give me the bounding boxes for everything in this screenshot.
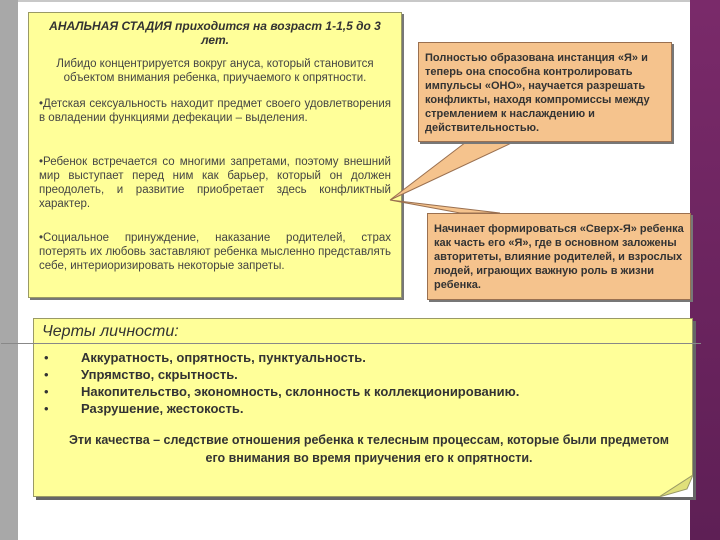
traits-conclusion: Эти качества – следствие отношения ребенка к телесным процессам, которые были предметом его внимания во время приучения его к опрятности.	[69, 433, 669, 465]
bullet-icon: •	[44, 384, 49, 399]
personality-traits-box	[33, 318, 693, 497]
list-item	[34, 400, 519, 417]
stage-paragraph-text: Детская сексуальность находит предмет своего удовлетворения в овладении функциями дефекации – выделения.	[39, 98, 391, 124]
page-curl-icon	[659, 475, 693, 497]
stage-paragraph-text: Ребенок встречается со многими запретами, поэтому внешний мир выступает перед ним как барьер, который он должен преодолеть, и развитие приобретает здесь конфликтный характер.	[39, 156, 391, 210]
list-item	[34, 366, 519, 383]
stage-paragraph-text: Социальное принуждение, наказание родителей, страх потерять их любовь заставляют ребенка мысленно представлять себе, интериоризировать некоторые запреты.	[39, 232, 391, 272]
traits-divider	[1, 343, 701, 344]
trait-text: Разрушение, жестокость.	[81, 401, 244, 416]
bullet-icon: •	[44, 350, 49, 365]
superego-callout	[427, 213, 691, 300]
list-item	[34, 383, 519, 400]
trait-text: Аккуратность, опрятность, пунктуальность.	[81, 350, 366, 365]
stage-paragraph: •Ребенок встречается со многими запретами, поэтому внешний мир выступает перед ним как барьер, который он должен преодолеть, и развитие приобретает здесь конфликтный характер.	[39, 156, 391, 210]
superego-callout-text: Начинает формироваться «Сверх-Я» ребенка как часть его «Я», где в основном заложены авторитеты, влияние родителей, и взрослых людей, играющих важную роль в жизни ребенка.	[434, 223, 684, 291]
bullet-icon: •	[44, 367, 49, 382]
stage-paragraph: •Социальное принуждение, наказание родителей, страх потерять их любовь заставляют ребенка мысленно представлять себе, интериоризировать некоторые запреты.	[39, 232, 391, 272]
stage-title: АНАЛЬНАЯ СТАДИЯ приходится на возраст 1-1,5 до 3 лет.	[49, 19, 381, 47]
callout-superego-tail	[390, 200, 500, 213]
list-item	[34, 349, 519, 366]
stage-paragraph: •Детская сексуальность находит предмет своего удовлетворения в овладении функциями дефекации – выделения.	[39, 98, 391, 124]
trait-text: Упрямство, скрытность.	[81, 367, 238, 382]
stage-subtitle: Либидо концентрируется вокруг ануса, который становится объектом внимания ребенка, приучаемого к опрятности.	[56, 58, 374, 84]
traits-list	[34, 349, 519, 417]
bullet-icon: •	[44, 401, 49, 416]
traits-title: Черты личности:	[42, 323, 179, 340]
trait-text: Накопительство, экономность, склонность к коллекционированию.	[81, 384, 520, 399]
callout-ego-tail	[390, 139, 520, 200]
ego-callout-text: Полностью образована инстанция «Я» и теперь она способна контролировать импульсы «ОНО», научается разрешать конфликты, находя компромиссы между стремлением к наслаждению и действительностью.	[425, 52, 650, 134]
ego-callout	[418, 42, 672, 142]
